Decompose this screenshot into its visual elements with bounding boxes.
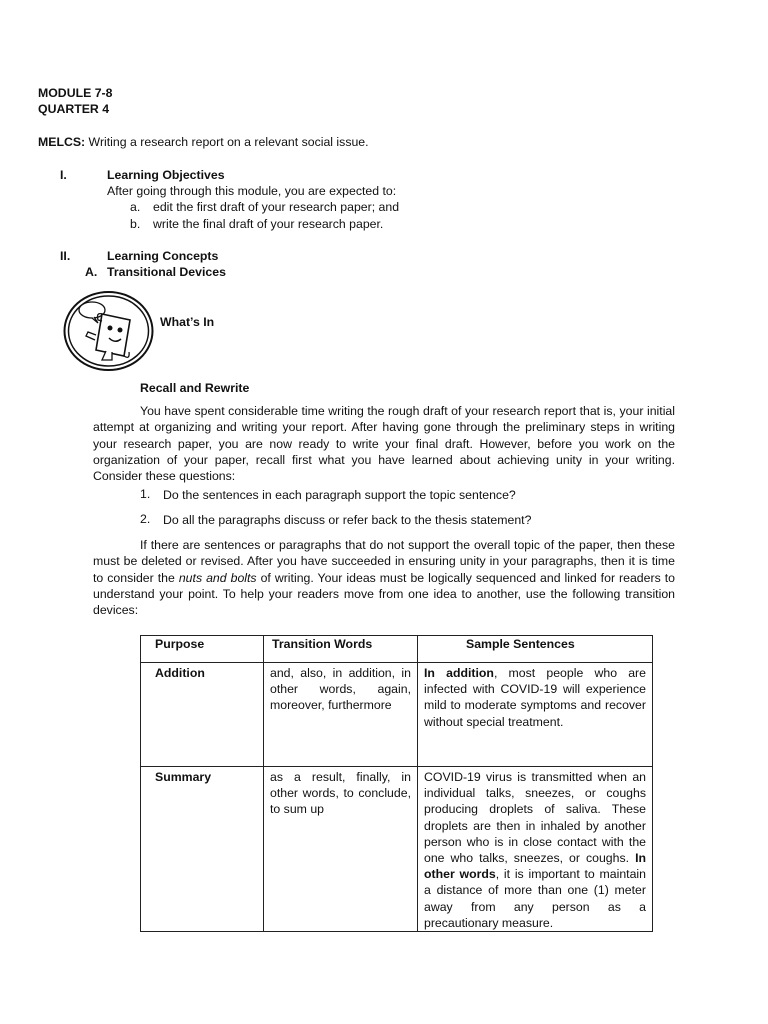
whats-in-label: What’s In	[160, 315, 215, 329]
paragraph-2-text-b: of writing. Your ideas must be logically sequenced and linked for readers to understand your point. To help your readers move from one idea to another, use the following transition devices:	[93, 570, 675, 618]
row-purpose: Summary	[141, 767, 264, 932]
quarter-label: QUARTER 4	[38, 102, 110, 116]
melcs-label: MELCS:	[38, 135, 86, 149]
row-sample-sentence	[418, 767, 653, 932]
melcs-line	[38, 134, 369, 150]
module-label: MODULE 7-8	[38, 86, 113, 100]
paragraph-2-italic: nuts and bolts	[178, 570, 257, 585]
sample-text: , most people who are infected with COVID-19 will experience mild to moderate symptoms and recover without special treatment.	[424, 666, 646, 729]
header-purpose: Purpose	[141, 636, 264, 663]
sample-bold: In addition	[424, 666, 494, 680]
sample-text-b: , it is important to maintain a distance of more than one (1) meter away from any person as a precautionary measure.	[424, 867, 647, 930]
row-purpose: Addition	[141, 663, 264, 767]
objective-marker-a: a.	[130, 200, 141, 214]
transition-devices-table	[140, 635, 653, 932]
objective-item-b: write the final draft of your research paper.	[153, 217, 384, 231]
section2-numeral: II.	[60, 249, 71, 263]
row-transition-words: and, also, in addition, in other words, again, moreover, furthermore	[264, 663, 418, 767]
recall-paragraph-1: You have spent considerable time writing the rough draft of your research report that is, your initial attempt at organizing and writing your report. After having gone through the preliminary steps in writing your research paper, you are now ready to write your final draft. However, before you work on the organization of your paper, recall first what you have learned about achieving unity in your writing. Consider these questions:	[93, 404, 675, 484]
header-sample-sentences: Sample Sentences	[418, 636, 653, 663]
paragraph-2-text-a: If there are sentences or paragraphs that do not support the overall topic of the paper, then these must be deleted or revised. After you have succeeded in ensuring unity in your paragraphs, then it is time to consider the	[93, 538, 675, 585]
section2-title: Learning Concepts	[107, 249, 219, 263]
section2-sub-marker: A.	[85, 265, 98, 279]
section1-title: Learning Objectives	[107, 168, 225, 182]
table-header-row	[141, 636, 653, 663]
scroll-mascot-icon	[62, 290, 155, 372]
section1-intro: After going through this module, you are expected to:	[107, 184, 397, 198]
table-row	[141, 767, 653, 932]
section1-numeral: I.	[60, 168, 67, 182]
table-row	[141, 663, 653, 767]
header-transition-words: Transition Words	[264, 636, 418, 663]
question-2-num: 2.	[140, 512, 151, 526]
section2-sub-title: Transitional Devices	[107, 265, 226, 279]
question-2: Do all the paragraphs discuss or refer back to the thesis statement?	[163, 513, 532, 527]
recall-title: Recall and Rewrite	[140, 381, 250, 395]
recall-paragraph-2	[93, 537, 675, 618]
sample-text-a: COVID-19 virus is transmitted when an individual talks, sneezes, or coughs producing droplets of saliva. These droplets are then in inhaled by another person who is in close contact with the one who talks, sneezes, or coughs.	[424, 770, 646, 866]
question-1: Do the sentences in each paragraph support the topic sentence?	[163, 488, 516, 502]
row-transition-words: as a result, finally, in other words, to conclude, to sum up	[264, 767, 418, 932]
sample-bold: In other words	[424, 851, 646, 882]
objective-item-a: edit the first draft of your research paper; and	[153, 200, 400, 214]
melcs-text: Writing a research report on a relevant social issue.	[85, 135, 369, 149]
question-1-num: 1.	[140, 487, 151, 501]
objective-marker-b: b.	[130, 217, 141, 231]
row-sample-sentence	[418, 663, 653, 767]
